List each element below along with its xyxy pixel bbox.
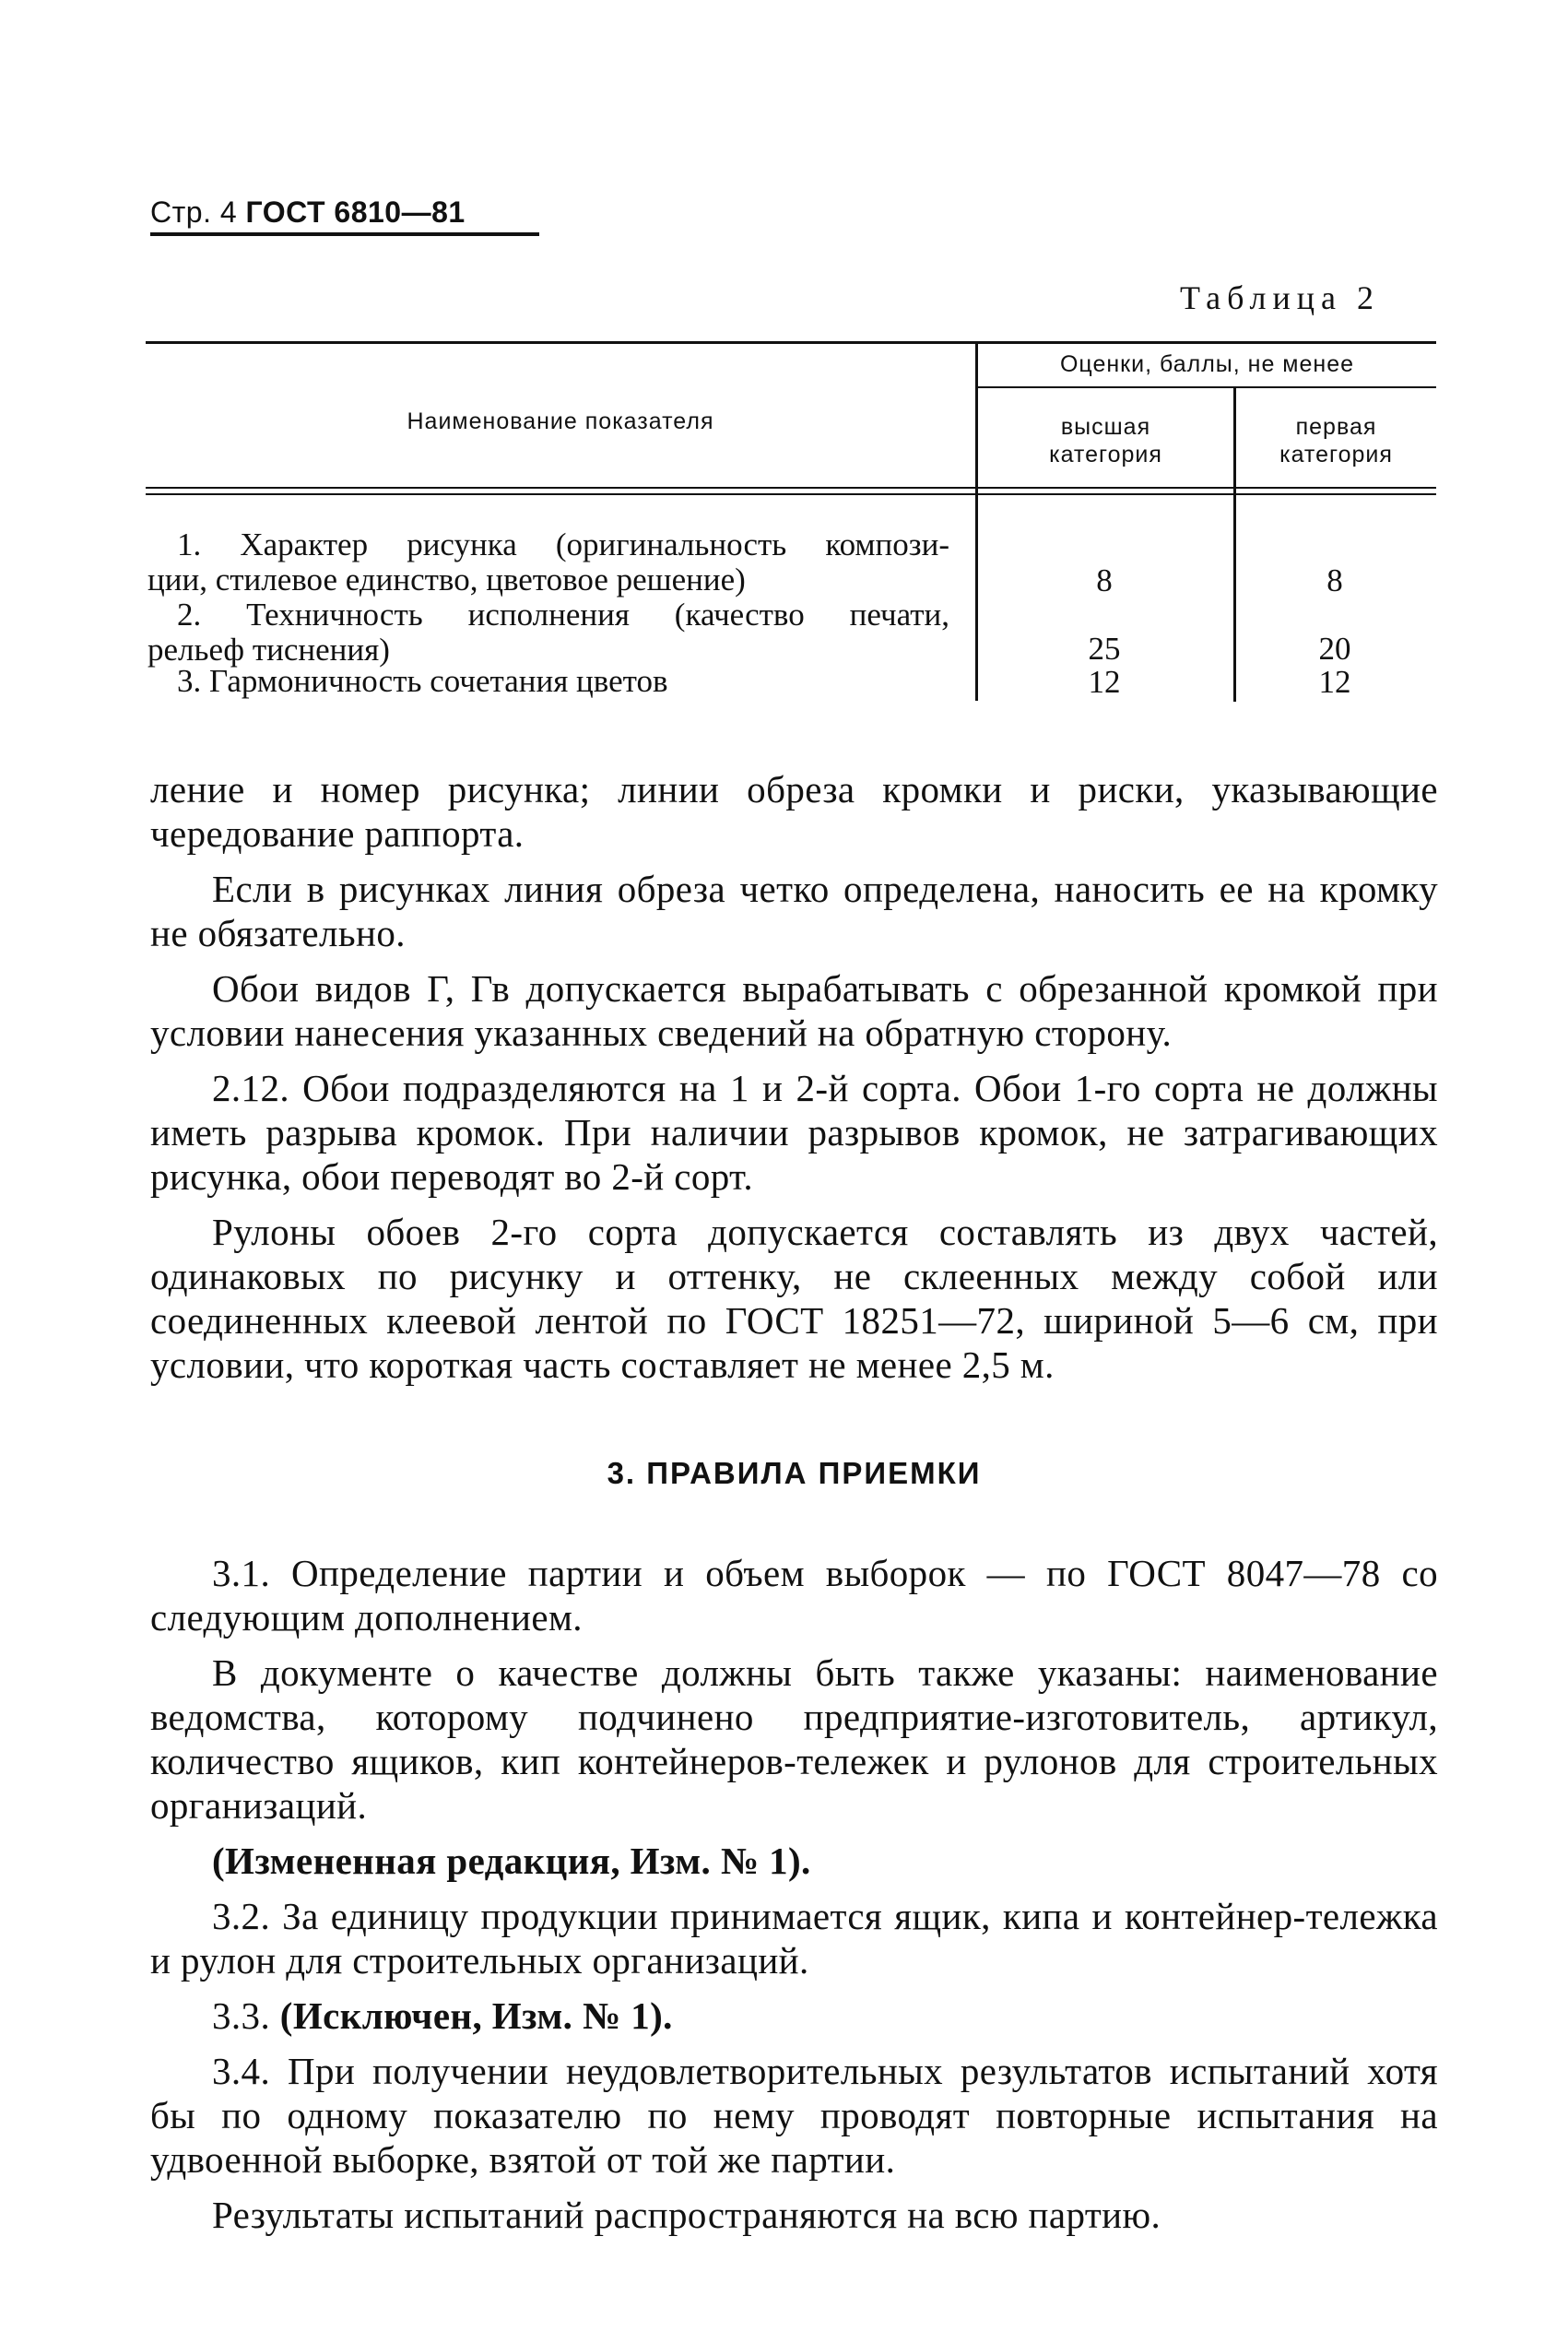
paragraph-3-2: 3.2. За единицу продукции принимается ящик, кипа и контейнер-тележка и рулон для строительных организаций.: [150, 1895, 1438, 1982]
col-divider-1: [975, 341, 978, 701]
table-caption: Таблица 2: [1180, 279, 1380, 316]
col-header-high: высшая категория: [1049, 414, 1162, 467]
gost-number: ГОСТ 6810—81: [245, 195, 466, 229]
table-header-rule: [146, 487, 1436, 489]
paragraph-2-12: 2.12. Обои подразделяются на 1 и 2-й сорта. Обои 1-го сорта не должны иметь разрыва кромок. При наличии разрывов кромок, не затрагивающих рисунка, обои переводят во 2-й сорт.: [150, 1067, 1438, 1198]
row-3-high: 12: [1088, 664, 1121, 700]
paragraph-types: Обои видов Г, Гв допускается вырабатывать с обрезанной кромкой при условии нанесения указанных сведений на обратную сторону.: [150, 967, 1438, 1054]
row-1-high: 8: [1096, 562, 1113, 598]
header-rule: [150, 232, 539, 236]
paragraph-cut-line: Если в рисунках линия обреза четко определена, наносить ее на кромку не обязательно.: [150, 868, 1438, 954]
row-3-first: 12: [1318, 664, 1351, 700]
paragraph-3-4: 3.4. При получении неудовлетворительных результатов испытаний хотя бы по одному показателю по нему проводят повторные испытания на удвоенной выборке, взятой от той же партии.: [150, 2050, 1438, 2181]
body-text: [150, 767, 1438, 2248]
row-1-first: 8: [1326, 562, 1343, 598]
col-header-indicator: Наименование показателя: [407, 408, 714, 434]
table-2: [146, 341, 1436, 701]
amendment-note: (Измененная редакция, Изм. № 1).: [212, 1840, 811, 1882]
paragraph-quality-doc: В документе о качестве должны быть также указаны: наименование ведомства, которому подчинено предприятие-изготовитель, артикул, количество ящиков, кип контейнеров-тележек и рулонов для строительных организаций.: [150, 1651, 1438, 1827]
table-top-rule: [146, 341, 1436, 344]
col-header-scores: Оценки, баллы, не менее: [1059, 351, 1355, 377]
paragraph-rolls: Рулоны обоев 2-го сорта допускается составлять из двух частей, одинаковых по рисунку и оттенку, не склеенных между собой или соединенных клеевой лентой по ГОСТ 18251—72, шириной 5—6 см, при условии, что короткая часть составляет не менее 2,5 м.: [150, 1211, 1438, 1386]
paragraph-3-1: 3.1. Определение партии и объем выборок — по ГОСТ 8047—78 со следующим дополнением.: [150, 1552, 1438, 1639]
paragraph-3-3: 3.3. (Исключен, Изм. № 1).: [212, 1994, 673, 2037]
row-2-first: 20: [1318, 631, 1351, 667]
page-number: Стр. 4: [150, 195, 238, 229]
row-2-high: 25: [1088, 631, 1121, 667]
scores-rule: [975, 386, 1436, 388]
table-row-3: 3. Гармоничность сочетания цветов: [177, 663, 668, 699]
page-header: [150, 195, 466, 230]
table-row-1: 1. Характер рисунка (оригинальность компози- ции, стилевое единство, цветовое решение): [147, 527, 949, 598]
col-header-first: первая категория: [1279, 414, 1393, 467]
section-title: 3. ПРАВИЛА ПРИЕМКИ: [607, 1456, 982, 1490]
table-row-2: 2. Техничность исполнения (качество печати, рельеф тиснения): [147, 597, 949, 668]
table-header-rule-2: [146, 493, 1436, 495]
paragraph-continuation: ление и номер рисунка; линии обреза кромки и риски, указывающие чередование раппорта.: [150, 768, 1438, 855]
paragraph-results: Результаты испытаний распространяются на всю партию.: [212, 2194, 1161, 2236]
